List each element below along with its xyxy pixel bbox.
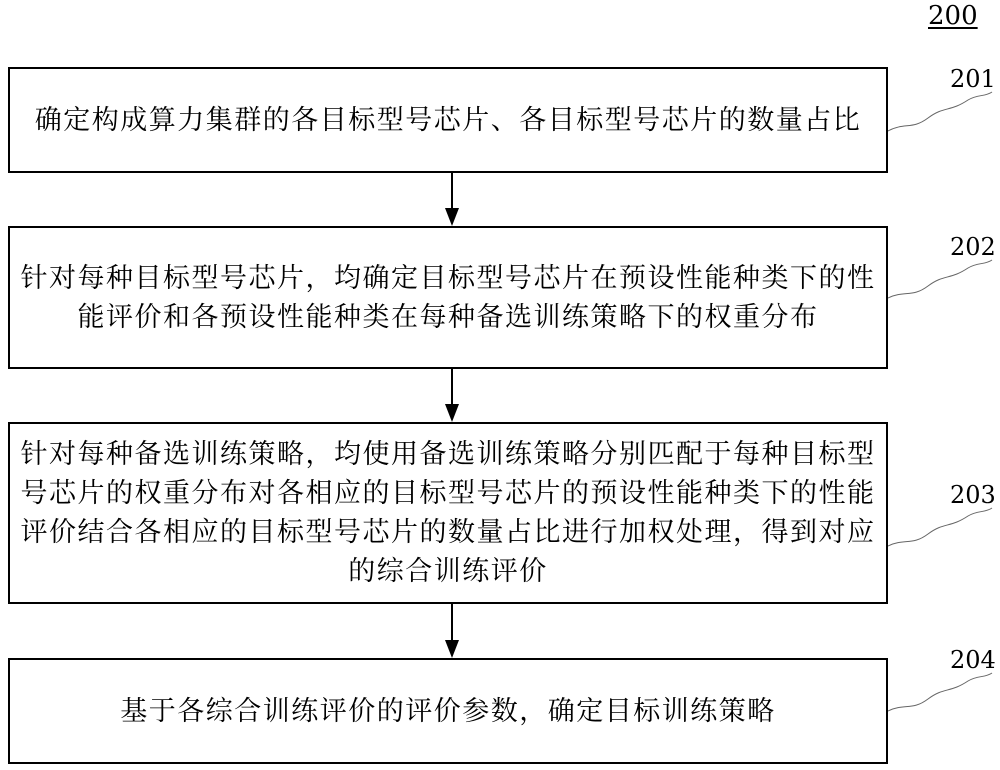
step-label-204: 204: [950, 646, 996, 674]
step-label-202: 202: [950, 233, 996, 261]
step-text-202: 针对每种目标型号芯片，均确定目标型号芯片在预设性能种类下的性能评价和各预设性能种类在每种备选训练策略下的权重分布: [20, 262, 876, 333]
leader-line-201: [888, 92, 992, 131]
step-label-203: 203: [950, 481, 996, 509]
flow-arrow-201-202: [445, 173, 459, 226]
step-text-203: 针对每种备选训练策略，均使用备选训练策略分别匹配于每种目标型号芯片的权重分布对各相应的目标型号芯片的预设性能种类下的性能评价结合各相应的目标型号芯片的数量占比进行加权处理，得到对应的综合训练评价: [20, 439, 876, 587]
step-box-203: [8, 422, 888, 604]
leader-line-204: [888, 673, 992, 711]
leader-line-203: [888, 508, 992, 546]
step-label-201: 201: [950, 65, 996, 93]
step-text-204: 基于各综合训练评价的评价参数，确定目标训练策略: [120, 695, 776, 727]
figure-number: 200: [928, 1, 978, 31]
step-box-202: [8, 226, 888, 369]
step-text-201: 确定构成算力集群的各目标型号芯片、各目标型号芯片的数量占比: [34, 104, 862, 136]
leader-line-202: [888, 260, 992, 298]
step-box-201: [8, 67, 888, 173]
flow-arrow-202-203: [445, 369, 459, 422]
flow-arrow-203-204: [445, 604, 459, 658]
step-box-204: [8, 658, 888, 764]
